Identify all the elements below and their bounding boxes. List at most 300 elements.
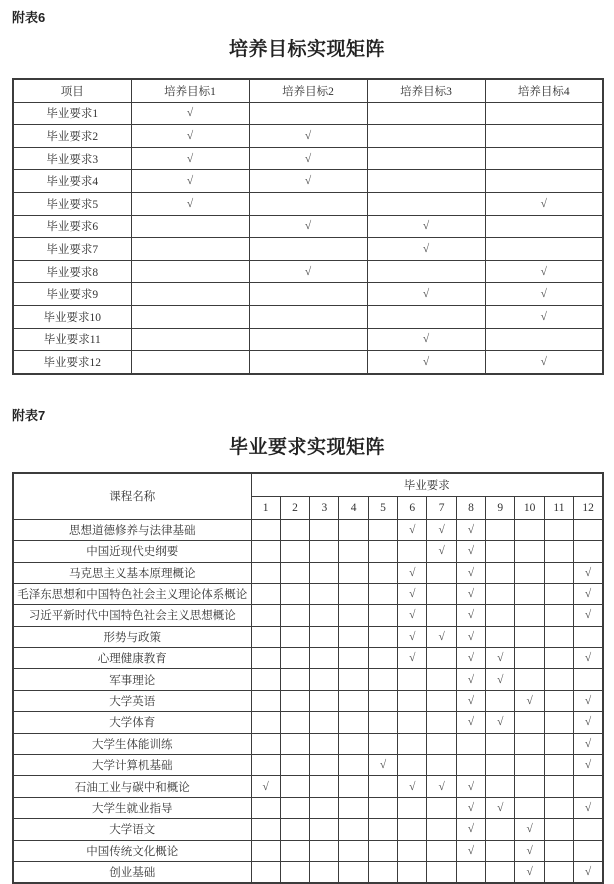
matrix-cell: √ bbox=[131, 102, 249, 125]
matrix-cell bbox=[544, 776, 573, 797]
matrix-cell: √ bbox=[456, 797, 485, 818]
matrix-cell bbox=[515, 648, 544, 669]
row-label: 中国传统文化概论 bbox=[13, 840, 251, 861]
matrix-cell bbox=[339, 583, 368, 604]
matrix-cell bbox=[485, 215, 603, 238]
row-label: 石油工业与碳中和概论 bbox=[13, 776, 251, 797]
matrix-cell bbox=[486, 776, 515, 797]
t2-col-10: 10 bbox=[515, 496, 544, 519]
matrix-cell bbox=[367, 170, 485, 193]
row-label: 大学生体能训练 bbox=[13, 733, 251, 754]
matrix-cell bbox=[515, 519, 544, 540]
matrix-cell bbox=[368, 776, 397, 797]
matrix-cell bbox=[486, 583, 515, 604]
matrix-cell: √ bbox=[485, 283, 603, 306]
matrix-cell bbox=[398, 733, 427, 754]
matrix-cell bbox=[544, 541, 573, 562]
matrix-cell bbox=[427, 690, 456, 711]
matrix-cell bbox=[339, 648, 368, 669]
matrix-cell bbox=[280, 648, 309, 669]
matrix-cell bbox=[280, 733, 309, 754]
matrix-cell: √ bbox=[427, 776, 456, 797]
matrix-cell bbox=[486, 840, 515, 861]
matrix-cell bbox=[339, 797, 368, 818]
requirements-matrix-title: 毕业要求实现矩阵 bbox=[228, 436, 385, 458]
matrix-cell bbox=[280, 819, 309, 840]
table-row bbox=[13, 328, 603, 351]
matrix-cell bbox=[251, 797, 280, 818]
table-row bbox=[13, 283, 603, 306]
matrix-cell bbox=[251, 669, 280, 690]
matrix-cell: √ bbox=[456, 776, 485, 797]
row-label: 创业基础 bbox=[13, 861, 251, 883]
matrix-cell bbox=[249, 192, 367, 215]
matrix-cell bbox=[368, 712, 397, 733]
matrix-cell bbox=[339, 605, 368, 626]
table-row bbox=[13, 840, 603, 861]
matrix-cell bbox=[310, 797, 339, 818]
matrix-cell: √ bbox=[249, 260, 367, 283]
matrix-cell: √ bbox=[251, 776, 280, 797]
matrix-cell bbox=[251, 626, 280, 647]
table-row bbox=[13, 755, 603, 776]
t2-col-12: 12 bbox=[574, 496, 603, 519]
matrix-cell bbox=[574, 626, 603, 647]
matrix-cell: √ bbox=[574, 690, 603, 711]
t2-col-5: 5 bbox=[368, 496, 397, 519]
table-row bbox=[13, 797, 603, 818]
matrix-cell: √ bbox=[131, 125, 249, 148]
matrix-cell bbox=[339, 562, 368, 583]
matrix-cell bbox=[485, 238, 603, 261]
matrix-cell bbox=[398, 541, 427, 562]
matrix-cell bbox=[398, 755, 427, 776]
table-row bbox=[13, 260, 603, 283]
matrix-cell bbox=[427, 583, 456, 604]
table-row bbox=[13, 215, 603, 238]
matrix-cell bbox=[574, 840, 603, 861]
matrix-cell: √ bbox=[574, 712, 603, 733]
matrix-cell bbox=[486, 519, 515, 540]
matrix-cell bbox=[280, 562, 309, 583]
matrix-cell: √ bbox=[486, 712, 515, 733]
matrix-cell: √ bbox=[131, 147, 249, 170]
matrix-cell bbox=[251, 562, 280, 583]
matrix-cell bbox=[251, 861, 280, 883]
matrix-cell bbox=[368, 519, 397, 540]
matrix-cell bbox=[368, 733, 397, 754]
matrix-cell bbox=[485, 170, 603, 193]
matrix-cell: √ bbox=[574, 755, 603, 776]
matrix-cell: √ bbox=[456, 541, 485, 562]
matrix-cell bbox=[131, 215, 249, 238]
row-label: 形势与政策 bbox=[13, 626, 251, 647]
matrix-cell bbox=[368, 690, 397, 711]
matrix-cell: √ bbox=[456, 690, 485, 711]
row-label: 毕业要求6 bbox=[13, 215, 131, 238]
table-row bbox=[13, 102, 603, 125]
matrix-cell bbox=[310, 840, 339, 861]
matrix-cell: √ bbox=[456, 648, 485, 669]
table-row bbox=[13, 712, 603, 733]
matrix-cell bbox=[339, 840, 368, 861]
matrix-cell bbox=[485, 147, 603, 170]
matrix-cell bbox=[251, 690, 280, 711]
matrix-cell bbox=[515, 733, 544, 754]
matrix-cell bbox=[310, 776, 339, 797]
matrix-cell bbox=[398, 690, 427, 711]
appendix-label-7: 附表7 bbox=[12, 407, 46, 423]
t2-col-2: 2 bbox=[280, 496, 309, 519]
matrix-cell bbox=[280, 605, 309, 626]
matrix-cell bbox=[544, 733, 573, 754]
matrix-cell bbox=[368, 797, 397, 818]
table-row bbox=[13, 351, 603, 374]
matrix-cell bbox=[249, 238, 367, 261]
matrix-cell bbox=[280, 776, 309, 797]
matrix-cell bbox=[368, 648, 397, 669]
matrix-cell bbox=[310, 712, 339, 733]
table-row bbox=[13, 690, 603, 711]
row-label: 大学体育 bbox=[13, 712, 251, 733]
objectives-matrix-table bbox=[12, 78, 604, 375]
row-label: 大学计算机基础 bbox=[13, 755, 251, 776]
matrix-cell: √ bbox=[515, 840, 544, 861]
matrix-cell bbox=[251, 605, 280, 626]
table-row bbox=[13, 648, 603, 669]
t1-header-goal1: 培养目标1 bbox=[131, 79, 249, 102]
matrix-cell bbox=[249, 351, 367, 374]
matrix-cell bbox=[251, 583, 280, 604]
matrix-cell bbox=[515, 797, 544, 818]
matrix-cell bbox=[486, 755, 515, 776]
matrix-cell bbox=[574, 519, 603, 540]
matrix-cell bbox=[310, 819, 339, 840]
t2-header-group: 毕业要求 bbox=[251, 473, 603, 497]
t1-header-goal2: 培养目标2 bbox=[249, 79, 367, 102]
matrix-cell bbox=[398, 712, 427, 733]
matrix-cell: √ bbox=[398, 519, 427, 540]
matrix-cell bbox=[456, 861, 485, 883]
matrix-cell: √ bbox=[131, 170, 249, 193]
matrix-cell bbox=[310, 605, 339, 626]
t2-col-9: 9 bbox=[486, 496, 515, 519]
matrix-cell: √ bbox=[574, 562, 603, 583]
matrix-cell bbox=[398, 819, 427, 840]
matrix-cell: √ bbox=[486, 648, 515, 669]
matrix-cell bbox=[310, 669, 339, 690]
matrix-cell bbox=[251, 755, 280, 776]
matrix-cell: √ bbox=[367, 283, 485, 306]
matrix-cell bbox=[368, 669, 397, 690]
matrix-cell bbox=[251, 819, 280, 840]
matrix-cell bbox=[368, 861, 397, 883]
matrix-cell: √ bbox=[398, 562, 427, 583]
matrix-cell bbox=[515, 669, 544, 690]
matrix-cell bbox=[544, 519, 573, 540]
t2-col-3: 3 bbox=[310, 496, 339, 519]
matrix-cell: √ bbox=[398, 626, 427, 647]
matrix-cell: √ bbox=[367, 215, 485, 238]
matrix-cell bbox=[398, 840, 427, 861]
matrix-cell bbox=[131, 260, 249, 283]
matrix-cell bbox=[398, 797, 427, 818]
matrix-cell bbox=[485, 328, 603, 351]
matrix-cell bbox=[544, 648, 573, 669]
matrix-cell bbox=[544, 562, 573, 583]
matrix-cell: √ bbox=[456, 583, 485, 604]
matrix-cell bbox=[367, 192, 485, 215]
matrix-cell bbox=[427, 605, 456, 626]
matrix-cell bbox=[280, 669, 309, 690]
row-label: 毕业要求2 bbox=[13, 125, 131, 148]
matrix-cell bbox=[427, 861, 456, 883]
row-label: 大学生就业指导 bbox=[13, 797, 251, 818]
matrix-cell bbox=[544, 819, 573, 840]
matrix-cell bbox=[544, 755, 573, 776]
matrix-cell: √ bbox=[427, 541, 456, 562]
matrix-cell bbox=[368, 541, 397, 562]
table-row bbox=[13, 819, 603, 840]
matrix-cell: √ bbox=[368, 755, 397, 776]
matrix-cell bbox=[515, 605, 544, 626]
matrix-cell bbox=[310, 562, 339, 583]
matrix-cell bbox=[367, 305, 485, 328]
matrix-cell bbox=[367, 102, 485, 125]
matrix-cell bbox=[427, 562, 456, 583]
matrix-cell bbox=[339, 519, 368, 540]
matrix-cell bbox=[486, 819, 515, 840]
matrix-cell bbox=[515, 541, 544, 562]
matrix-cell bbox=[515, 712, 544, 733]
matrix-cell bbox=[427, 733, 456, 754]
matrix-cell: √ bbox=[456, 840, 485, 861]
matrix-cell bbox=[280, 840, 309, 861]
table-row bbox=[13, 519, 603, 540]
matrix-cell bbox=[339, 669, 368, 690]
matrix-cell: √ bbox=[456, 669, 485, 690]
matrix-cell: √ bbox=[249, 147, 367, 170]
matrix-cell: √ bbox=[367, 328, 485, 351]
matrix-cell bbox=[486, 562, 515, 583]
table-row bbox=[13, 583, 603, 604]
matrix-cell: √ bbox=[574, 733, 603, 754]
matrix-cell bbox=[574, 819, 603, 840]
matrix-cell bbox=[310, 733, 339, 754]
matrix-cell: √ bbox=[456, 712, 485, 733]
matrix-cell bbox=[251, 519, 280, 540]
matrix-cell bbox=[280, 690, 309, 711]
matrix-cell bbox=[544, 583, 573, 604]
matrix-cell: √ bbox=[131, 192, 249, 215]
matrix-cell bbox=[368, 626, 397, 647]
matrix-cell bbox=[367, 260, 485, 283]
matrix-cell bbox=[456, 755, 485, 776]
row-label: 毕业要求1 bbox=[13, 102, 131, 125]
matrix-cell bbox=[515, 583, 544, 604]
t2-col-4: 4 bbox=[339, 496, 368, 519]
matrix-cell bbox=[310, 755, 339, 776]
matrix-cell: √ bbox=[367, 351, 485, 374]
matrix-cell bbox=[486, 861, 515, 883]
matrix-cell: √ bbox=[485, 351, 603, 374]
matrix-cell: √ bbox=[574, 797, 603, 818]
matrix-cell bbox=[251, 712, 280, 733]
matrix-cell: √ bbox=[574, 583, 603, 604]
matrix-cell: √ bbox=[398, 605, 427, 626]
matrix-cell bbox=[544, 797, 573, 818]
matrix-cell bbox=[544, 861, 573, 883]
table-row bbox=[13, 861, 603, 883]
matrix-cell bbox=[251, 541, 280, 562]
matrix-cell bbox=[339, 755, 368, 776]
matrix-cell bbox=[486, 626, 515, 647]
matrix-cell bbox=[249, 283, 367, 306]
t1-header-item: 项目 bbox=[13, 79, 131, 102]
matrix-cell: √ bbox=[574, 605, 603, 626]
matrix-cell bbox=[310, 626, 339, 647]
matrix-cell bbox=[544, 840, 573, 861]
matrix-cell: √ bbox=[427, 626, 456, 647]
row-label: 大学语文 bbox=[13, 819, 251, 840]
table-row bbox=[13, 305, 603, 328]
matrix-cell: √ bbox=[485, 305, 603, 328]
table-row bbox=[13, 669, 603, 690]
matrix-cell bbox=[574, 541, 603, 562]
t2-header-course-name: 课程名称 bbox=[13, 473, 251, 520]
matrix-cell bbox=[427, 755, 456, 776]
matrix-cell bbox=[131, 305, 249, 328]
t2-col-11: 11 bbox=[544, 496, 573, 519]
matrix-cell bbox=[339, 776, 368, 797]
row-label: 中国近现代史纲要 bbox=[13, 541, 251, 562]
matrix-cell: √ bbox=[398, 776, 427, 797]
matrix-cell: √ bbox=[427, 519, 456, 540]
matrix-cell bbox=[280, 541, 309, 562]
row-label: 马克思主义基本原理概论 bbox=[13, 562, 251, 583]
matrix-cell: √ bbox=[456, 819, 485, 840]
matrix-cell bbox=[368, 819, 397, 840]
matrix-cell: √ bbox=[456, 562, 485, 583]
row-label: 思想道德修养与法律基础 bbox=[13, 519, 251, 540]
matrix-cell bbox=[574, 669, 603, 690]
matrix-cell bbox=[486, 605, 515, 626]
matrix-cell bbox=[131, 283, 249, 306]
table-row bbox=[13, 125, 603, 148]
matrix-cell: √ bbox=[574, 648, 603, 669]
matrix-cell bbox=[486, 690, 515, 711]
row-label: 毕业要求11 bbox=[13, 328, 131, 351]
matrix-cell bbox=[280, 519, 309, 540]
matrix-cell: √ bbox=[485, 260, 603, 283]
row-label: 毕业要求8 bbox=[13, 260, 131, 283]
table-row bbox=[13, 170, 603, 193]
matrix-cell bbox=[515, 755, 544, 776]
matrix-cell bbox=[456, 733, 485, 754]
matrix-cell: √ bbox=[486, 669, 515, 690]
matrix-cell: √ bbox=[249, 170, 367, 193]
table-row bbox=[13, 733, 603, 754]
matrix-cell bbox=[131, 238, 249, 261]
matrix-cell bbox=[544, 690, 573, 711]
matrix-cell bbox=[339, 861, 368, 883]
row-label: 毛泽东思想和中国特色社会主义理论体系概论 bbox=[13, 583, 251, 604]
matrix-cell bbox=[367, 147, 485, 170]
matrix-cell: √ bbox=[367, 238, 485, 261]
matrix-cell: √ bbox=[456, 626, 485, 647]
matrix-cell bbox=[368, 605, 397, 626]
matrix-cell bbox=[544, 712, 573, 733]
matrix-cell bbox=[280, 712, 309, 733]
matrix-cell bbox=[249, 102, 367, 125]
matrix-cell bbox=[310, 583, 339, 604]
matrix-cell bbox=[251, 648, 280, 669]
matrix-cell bbox=[339, 690, 368, 711]
matrix-cell bbox=[339, 541, 368, 562]
matrix-cell: √ bbox=[249, 215, 367, 238]
matrix-cell: √ bbox=[398, 648, 427, 669]
t2-col-7: 7 bbox=[427, 496, 456, 519]
matrix-cell bbox=[398, 861, 427, 883]
matrix-cell bbox=[574, 776, 603, 797]
matrix-cell bbox=[544, 605, 573, 626]
t1-body bbox=[13, 102, 603, 374]
matrix-cell bbox=[339, 626, 368, 647]
t2-col-6: 6 bbox=[398, 496, 427, 519]
matrix-cell bbox=[485, 102, 603, 125]
matrix-cell: √ bbox=[456, 519, 485, 540]
matrix-cell bbox=[427, 669, 456, 690]
matrix-cell: √ bbox=[515, 861, 544, 883]
objectives-matrix-title: 培养目标实现矩阵 bbox=[228, 39, 385, 60]
table-row bbox=[13, 626, 603, 647]
matrix-cell bbox=[310, 648, 339, 669]
matrix-cell bbox=[280, 583, 309, 604]
matrix-cell bbox=[249, 305, 367, 328]
matrix-cell bbox=[368, 562, 397, 583]
matrix-cell bbox=[427, 819, 456, 840]
row-label: 毕业要求10 bbox=[13, 305, 131, 328]
matrix-cell bbox=[339, 712, 368, 733]
table-row bbox=[13, 562, 603, 583]
matrix-cell bbox=[280, 626, 309, 647]
matrix-cell bbox=[339, 733, 368, 754]
matrix-cell bbox=[515, 626, 544, 647]
table-row bbox=[13, 238, 603, 261]
matrix-cell bbox=[310, 690, 339, 711]
row-label: 心理健康教育 bbox=[13, 648, 251, 669]
matrix-cell: √ bbox=[515, 819, 544, 840]
matrix-cell bbox=[515, 562, 544, 583]
matrix-cell bbox=[398, 669, 427, 690]
row-label: 毕业要求9 bbox=[13, 283, 131, 306]
matrix-cell bbox=[251, 733, 280, 754]
matrix-cell bbox=[280, 755, 309, 776]
matrix-cell: √ bbox=[456, 605, 485, 626]
matrix-cell: √ bbox=[249, 125, 367, 148]
matrix-cell bbox=[427, 797, 456, 818]
row-label: 军事理论 bbox=[13, 669, 251, 690]
row-label: 毕业要求7 bbox=[13, 238, 131, 261]
table-row bbox=[13, 147, 603, 170]
matrix-cell bbox=[131, 328, 249, 351]
table-row bbox=[13, 192, 603, 215]
matrix-cell bbox=[310, 861, 339, 883]
matrix-cell bbox=[368, 840, 397, 861]
matrix-cell: √ bbox=[486, 797, 515, 818]
matrix-cell bbox=[251, 840, 280, 861]
matrix-cell bbox=[486, 733, 515, 754]
